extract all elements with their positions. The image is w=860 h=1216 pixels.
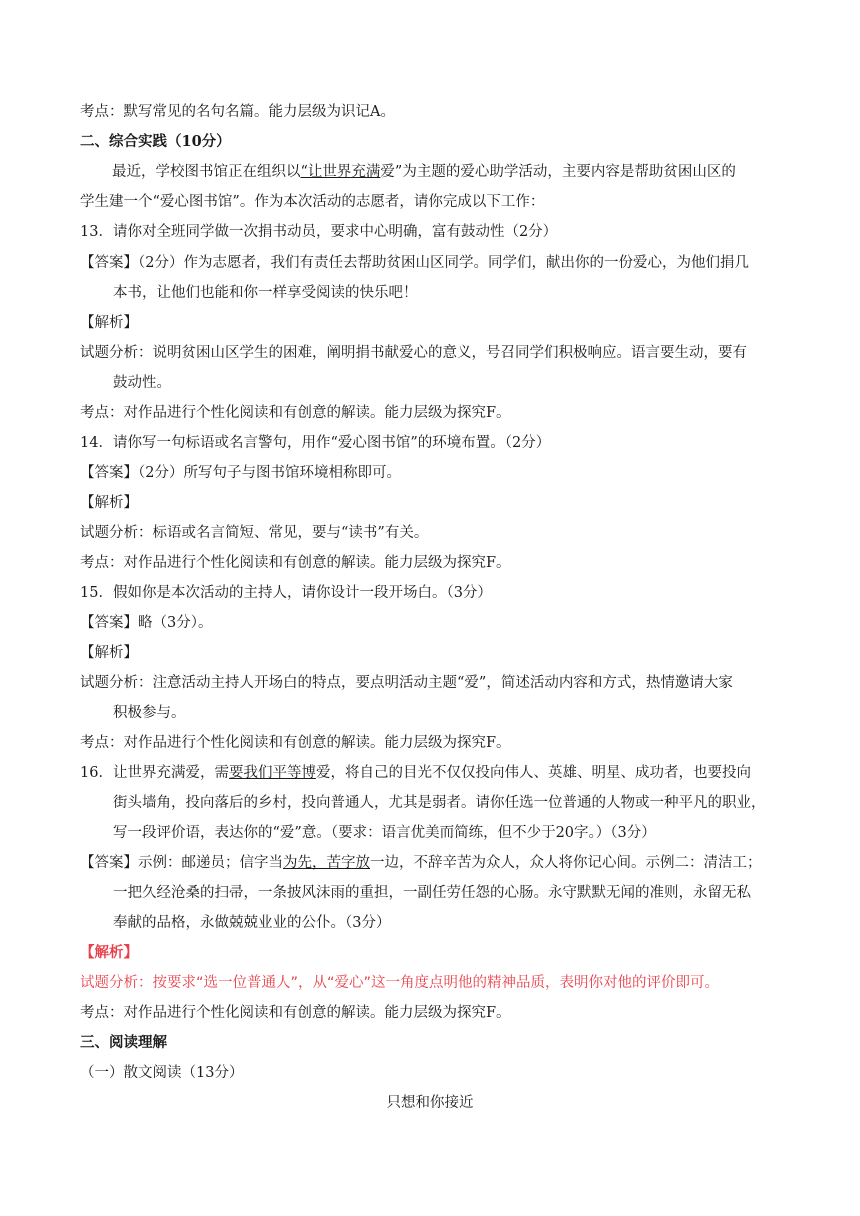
answer-14 [80, 463, 800, 483]
paragraph-intro-1 [112, 162, 800, 182]
text: 鼓动性。 [113, 375, 171, 391]
text: 奉献的品格，永做兢兢业业的公仆。（3分） [113, 915, 391, 931]
line-kaodian-1 [80, 102, 800, 122]
analysis-15-line-1 [80, 673, 800, 693]
question-16-line-1 [80, 763, 800, 783]
text: 【解析】 [80, 945, 138, 961]
analysis-label-13 [80, 313, 800, 333]
text: 一把久经沧桑的扫帚，一条披风沫雨的重担，一副任劳任怨的心肠。永守默默无闻的准则，永留无私 [113, 885, 751, 901]
text: 考点：对作品进行个性化阅读和有创意的解读。能力层级为探究F。 [80, 735, 511, 751]
answer-16-line-3 [113, 913, 800, 933]
text: 试题分析：说明贫困山区学生的困难，阐明捐书献爱心的意义，号召同学们积极响应。语言要生动，要有 [80, 345, 747, 361]
text: 【答案】略（3分）。 [80, 615, 213, 631]
analysis-13-line-2 [113, 373, 800, 393]
answer-13-line-2 [113, 283, 800, 303]
answer-15 [80, 613, 800, 633]
analysis-15-line-2 [113, 703, 800, 723]
question-16-line-3 [113, 823, 800, 843]
text: 考点：对作品进行个性化阅读和有创意的解读。能力层级为探究F。 [80, 555, 511, 571]
text: 考点：默写常见的名句名篇。能力层级为识记A。 [80, 104, 395, 120]
section-heading-2 [80, 132, 800, 152]
text: 街头墙角，投向落后的乡村，投向普通人，尤其是弱者。请你任选一位普通的人物或一种平凡的职业， [113, 795, 766, 811]
text: 只想和你接近 [386, 1095, 474, 1111]
text: 学生建一个“爱心图书馆”。作为本次活动的志愿者，请你完成以下工作： [80, 194, 545, 210]
text: 14．请你写一句标语或名言警句，用作“爱心图书馆”的环境布置。（2分） [80, 435, 551, 451]
text: 三、阅读理解 [80, 1034, 167, 1051]
text: 【解析】 [80, 315, 138, 331]
analysis-label-15 [80, 643, 800, 663]
question-16-line-2 [113, 793, 800, 813]
analysis-label-14 [80, 493, 800, 513]
text: 本书，让他们也能和你一样享受阅读的快乐吧！ [113, 285, 418, 301]
question-13 [80, 222, 800, 242]
underlined-text: 为先，苦字放 [283, 855, 370, 871]
section-heading-3 [80, 1033, 800, 1053]
analysis-16 [80, 973, 800, 993]
kaodian-16 [80, 1003, 800, 1023]
kaodian-13 [80, 403, 800, 423]
underlined-text: “让世界充满 [300, 164, 381, 180]
text: 13．请你对全班同学做一次捐书动员，要求中心明确，富有鼓动性（2分） [80, 224, 558, 240]
analysis-13-line-1 [80, 343, 800, 363]
text: 一边，不辞辛苦为众人，众人将你记心间。示例二：清洁工； [370, 855, 762, 871]
kaodian-15 [80, 733, 800, 753]
text: 写一段评价语，表达你的“爱”意。（要求：语言优美而简练，但不少于20字。）（3分） [113, 825, 656, 841]
text: （一）散文阅读（13分） [80, 1065, 244, 1081]
analysis-label-16 [80, 943, 800, 963]
essay-title [0, 1093, 860, 1113]
text: 试题分析：按要求“选一位普通人”，从“爱心”这一角度点明他的精神品质，表明你对他的评价即可。 [80, 975, 720, 991]
text: 【答案】（2分）作为志愿者，我们有责任去帮助贫困山区同学。同学们，献出你的一份爱心，为他们捐几 [80, 255, 749, 271]
paragraph-intro-2 [80, 192, 800, 212]
text: 二、综合实践（10分） [80, 133, 231, 150]
text: 【答案】（2分）所写句子与图书馆环境相称即可。 [80, 465, 401, 481]
analysis-14 [80, 523, 800, 543]
text: 最近，学校图书馆正在组织以 [112, 164, 301, 180]
question-15 [80, 583, 800, 603]
question-14 [80, 433, 800, 453]
text: 15．假如你是本次活动的主持人，请你设计一段开场白。（3分） [80, 585, 492, 601]
underlined-text: 要我们平等博 [228, 765, 316, 781]
answer-16-line-2 [113, 883, 800, 903]
text: 考点：对作品进行个性化阅读和有创意的解读。能力层级为探究F。 [80, 405, 511, 421]
text: 【解析】 [80, 495, 138, 511]
text: 【答案】示例：邮递员；信字当 [80, 855, 283, 871]
text: 16．让世界充满爱，需 [80, 765, 229, 781]
text: 试题分析：标语或名言简短、常见，要与“读书”有关。 [80, 525, 429, 541]
answer-13-line-1 [80, 253, 800, 273]
text: 爱”为主题的爱心助学活动，主要内容是帮助贫困山区的 [380, 164, 736, 180]
text: 爱，将自己的目光不仅仅投向伟人、英雄、明星、成功者，也要投向 [315, 765, 751, 781]
kaodian-14 [80, 553, 800, 573]
text: 考点：对作品进行个性化阅读和有创意的解读。能力层级为探究F。 [80, 1005, 511, 1021]
text: 【解析】 [80, 645, 138, 661]
text: 试题分析：注意活动主持人开场白的特点，要点明活动主题“爱”，简述活动内容和方式，热情邀请大家 [80, 675, 733, 691]
subsection-heading [80, 1063, 800, 1083]
answer-16-line-1 [80, 853, 800, 873]
text: 积极参与。 [113, 705, 186, 721]
